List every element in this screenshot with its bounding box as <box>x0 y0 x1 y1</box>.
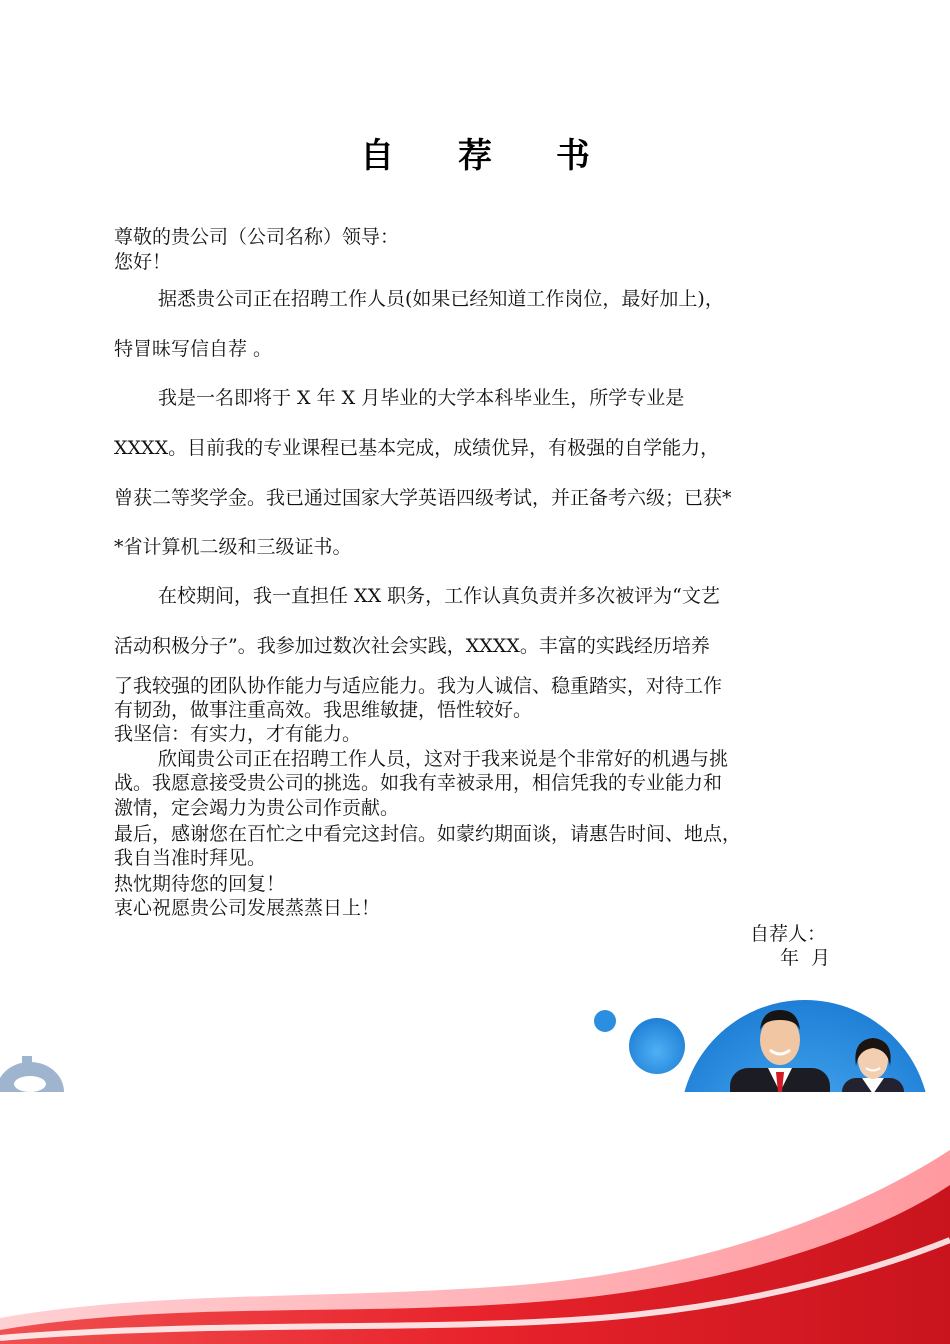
salutation: 尊敬的贵公司（公司名称）领导： <box>114 226 400 248</box>
letter-line: 了我较强的团队协作能力与适应能力。我为人诚信、稳重踏实，对待工作 <box>114 675 723 697</box>
signature-label: 自荐人： <box>750 923 827 945</box>
red-wave <box>0 1185 950 1344</box>
medium-blue-dot <box>629 1018 685 1074</box>
page-title: 自 荐 书 <box>360 136 616 176</box>
letter-line: 曾获二等奖学金。我已通过国家大学英语四级考试，并正备考六级；已获* <box>114 487 732 509</box>
partial-logo-shape <box>0 1056 64 1122</box>
letter-line: 有韧劲，做事注重高效。我思维敏捷，悟性较好。 <box>114 699 533 721</box>
letter-line: 最后，感谢您在百忙之中看完这封信。如蒙约期面谈，请惠告时间、地点， <box>114 823 742 845</box>
letter-line: *省计算机二级和三级证书。 <box>114 536 352 558</box>
letter-line: 据悉贵公司正在招聘工作人员(如果已经知道工作岗位，最好加上)， <box>158 288 724 310</box>
letter-line: 在校期间，我一直担任 XX 职务，工作认真负责并多次被评为“文艺 <box>158 585 720 607</box>
letter-line: 战。我愿意接受贵公司的挑选。如我有幸被录用，相信凭我的专业能力和 <box>114 772 723 794</box>
business-people-photo <box>680 1000 930 1250</box>
letter-line: XXXX。目前我的专业课程已基本完成，成绩优异，有极强的自学能力， <box>114 437 720 459</box>
small-blue-dot <box>594 1010 616 1032</box>
letter-line: 特冒昧写信自荐 。 <box>114 338 273 360</box>
letter-line: 我坚信：有实力，才有能力。 <box>114 723 362 745</box>
letter-line: 活动积极分子”。我参加过数次社会实践，XXXX。丰富的实践经历培养 <box>114 635 710 657</box>
letter-line: 我是一名即将于 X 年 X 月毕业的大学本科毕业生，所学专业是 <box>158 387 685 409</box>
letter-line: 欣闻贵公司正在招聘工作人员，这对于我来说是个非常好的机遇与挑 <box>158 748 729 770</box>
signature-date: 年 月 <box>780 947 831 969</box>
letter-line: 我自当准时拜见。 <box>114 847 267 869</box>
letter-line: 热忱期待您的回复！ <box>114 873 286 895</box>
pink-wave <box>0 1150 950 1344</box>
letter-line: 衷心祝愿贵公司发展蒸蒸日上！ <box>114 897 381 919</box>
greeting: 您好！ <box>114 251 172 273</box>
letter-line: 激情，定会竭力为贵公司作贡献。 <box>114 797 400 819</box>
